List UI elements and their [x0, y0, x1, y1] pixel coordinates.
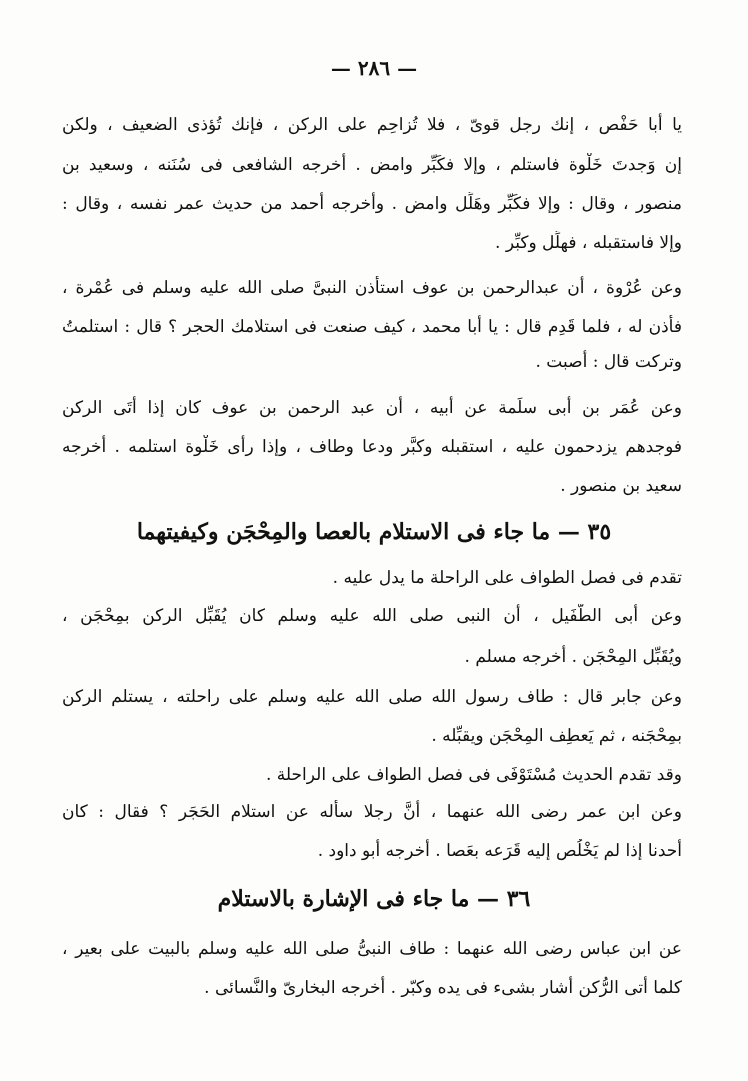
text-line: كلما أتى الرُّكن أشار بشىء فى يده وكبّر . أخرجه البخارىّ والنَّسائى . [204, 978, 682, 998]
text-line: بمِحْجَنه ، ثم يَعطِف المِحْجَن ويقبِّله . [431, 726, 682, 746]
text-line: وعن عُمَر بن أبى سلَمة عن أبيه ، أن عبد الرحمن بن عوف كان إذا أتَى الركن [62, 398, 682, 418]
text-line: ويُقَبِّل المِحْجَن . أخرجه مسلم . [464, 647, 682, 667]
text-line: وعن أبى الطُّفَيل ، أن النبى صلى الله عليه وسلم كان يُقَبِّل الركن بمِحْجَن ، [62, 606, 682, 626]
text-line: وإلا فاستقبله ، فهلِّل وكبِّر . [495, 233, 682, 253]
text-line: منصور ، وقال : وإلا فكَبِّر وهَلِّل وامض . وأخرجه أحمد من حديث عمر نفسه ، وقال : [62, 194, 682, 214]
text-line: سعيد بن منصور . [560, 476, 682, 496]
text-line: وتركت قال : أصبت . [535, 352, 682, 372]
text-line: تقدم فى فصل الطواف على الراحلة ما يدل عليه . [332, 568, 682, 588]
text-line: وعن ابن عمر رضى الله عنهما ، أنَّ رجلا سأله عن استلام الحَجَر ؟ فقال : كان [62, 802, 682, 822]
text-line: أحدنا إذا لم يَخْلُص إليه قَرَعه بعَصا . أخرجه أبو داود . [317, 841, 682, 861]
text-line: يا أبا حَفْص ، إنك رجل قوىّ ، فلا تُزاحِم على الركن ، فإنك تُؤذى الضعيف ، ولكن [62, 115, 682, 135]
section-heading-36: ٣٦ — ما جاء فى الإشارة بالاستلام [217, 886, 531, 912]
text-line: إن وَجدتَ خَلْوة فاستلم ، وإلا فكَبِّر وامض . أخرجه الشافعى فى سُنَنه ، وسعيد بن [62, 155, 682, 175]
section-heading-35: ٣٥ — ما جاء فى الاستلام بالعصا والمِحْجَن وكيفيتهما [136, 519, 612, 545]
text-line: فأذن له ، فلما قَدِم قال : يا أبا محمد ، كيف صنعت فى استلامك الحجر ؟ قال : استلمتُ [62, 317, 682, 337]
text-line: عن ابن عباس رضى الله عنهما : طاف النبىُّ صلى الله عليه وسلم بالبيت على بعير ، [62, 939, 682, 959]
text-line: وقد تقدم الحديث مُسْتَوْفَى فى فصل الطواف على الراحلة . [266, 765, 682, 785]
text-line: وعن جابر قال : طاف رسول الله صلى الله عليه وسلم على راحلته ، يستلم الركن [62, 687, 682, 707]
text-line: وعن عُرْوة ، أن عبدالرحمن بن عوف استأذن النبىَّ صلى الله عليه وسلم فى عُمْرة ، [62, 278, 682, 298]
text-line: فوجدهم يزدحمون عليه ، استقبله وكبَّر ودعا وطاف ، وإذا رأى خَلْوة استلمه . أخرجه [62, 437, 682, 457]
page-number: — ٢٨٦ — [330, 56, 418, 80]
